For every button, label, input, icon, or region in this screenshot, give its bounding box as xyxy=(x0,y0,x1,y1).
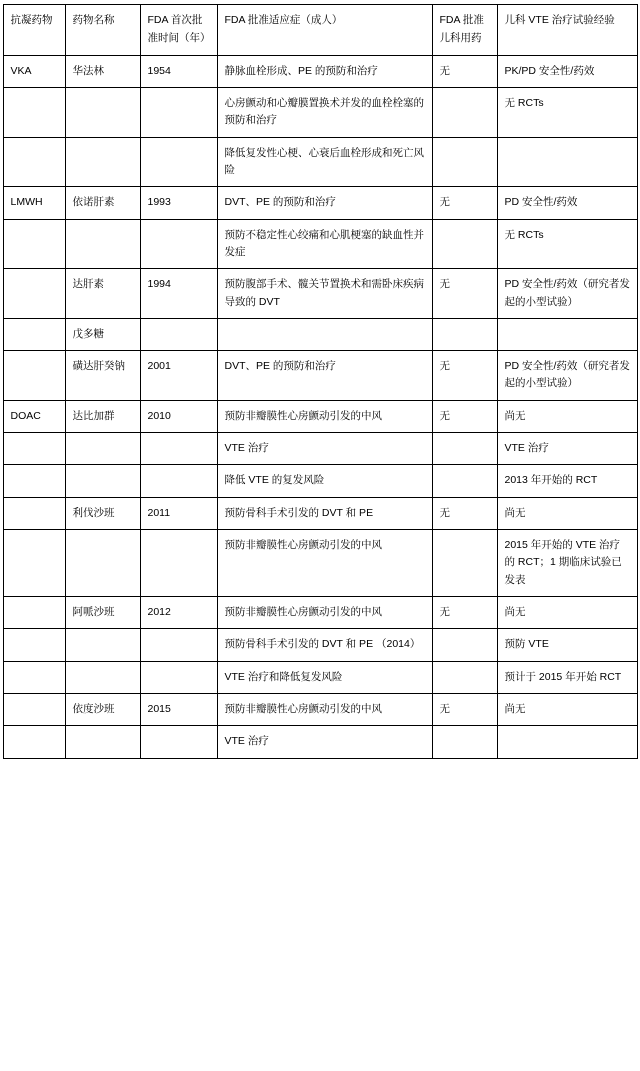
cell-drug-name xyxy=(65,219,140,269)
cell-vte-experience: 2015 年开始的 VTE 治疗的 RCT；1 期临床试验已发表 xyxy=(497,530,637,597)
table-row xyxy=(3,433,637,465)
cell-pediatric xyxy=(432,726,497,758)
cell-vte-experience: 尚无 xyxy=(497,596,637,628)
cell-approval-year: 2011 xyxy=(140,497,217,529)
cell-drug-name xyxy=(65,433,140,465)
table-row xyxy=(3,726,637,758)
cell-indication: 降低复发性心梗、心衰后血栓形成和死亡风险 xyxy=(217,137,432,187)
anticoagulant-drug-table xyxy=(3,4,638,759)
cell-vte-experience: 无 RCTs xyxy=(497,88,637,138)
cell-indication: 心房颤动和心瓣膜置换术并发的血栓栓塞的预防和治疗 xyxy=(217,88,432,138)
cell-vte-experience: 预计于 2015 年开始 RCT xyxy=(497,661,637,693)
cell-indication: 预防腹部手术、髋关节置换术和需卧床疾病导致的 DVT xyxy=(217,269,432,319)
cell-pediatric xyxy=(432,433,497,465)
cell-vte-experience: PK/PD 安全性/药效 xyxy=(497,55,637,87)
cell-drug-class xyxy=(3,88,65,138)
cell-approval-year xyxy=(140,465,217,497)
cell-approval-year: 1993 xyxy=(140,187,217,219)
cell-approval-year xyxy=(140,88,217,138)
table-row xyxy=(3,497,637,529)
column-header-drug-class: 抗凝药物 xyxy=(3,5,65,56)
cell-drug-class xyxy=(3,318,65,350)
column-header-fda-indication-adult: FDA 批准适应症（成人） xyxy=(217,5,432,56)
cell-vte-experience: VTE 治疗 xyxy=(497,433,637,465)
cell-drug-class xyxy=(3,433,65,465)
cell-pediatric xyxy=(432,88,497,138)
cell-drug-name: 依诺肝素 xyxy=(65,187,140,219)
cell-drug-class xyxy=(3,351,65,401)
cell-indication xyxy=(217,318,432,350)
table-body xyxy=(3,55,637,758)
cell-indication: 静脉血栓形成、PE 的预防和治疗 xyxy=(217,55,432,87)
cell-approval-year xyxy=(140,433,217,465)
cell-approval-year xyxy=(140,530,217,597)
cell-indication: 预防不稳定性心绞痛和心肌梗塞的缺血性并发症 xyxy=(217,219,432,269)
cell-approval-year: 1994 xyxy=(140,269,217,319)
cell-vte-experience: 尚无 xyxy=(497,400,637,432)
cell-pediatric: 无 xyxy=(432,596,497,628)
table-row xyxy=(3,88,637,138)
cell-vte-experience: PD 安全性/药效（研究者发起的小型试验） xyxy=(497,351,637,401)
cell-drug-name xyxy=(65,661,140,693)
table-row xyxy=(3,137,637,187)
cell-drug-class xyxy=(3,497,65,529)
cell-pediatric xyxy=(432,318,497,350)
cell-indication: VTE 治疗 xyxy=(217,433,432,465)
table-row xyxy=(3,351,637,401)
cell-vte-experience xyxy=(497,726,637,758)
table-row xyxy=(3,465,637,497)
cell-pediatric: 无 xyxy=(432,497,497,529)
cell-indication: 预防非瓣膜性心房颤动引发的中风 xyxy=(217,693,432,725)
cell-approval-year xyxy=(140,219,217,269)
cell-drug-name: 达比加群 xyxy=(65,400,140,432)
cell-drug-name xyxy=(65,88,140,138)
column-header-fda-approval-year: FDA 首次批准时间（年） xyxy=(140,5,217,56)
cell-drug-class xyxy=(3,726,65,758)
cell-drug-name: 阿哌沙班 xyxy=(65,596,140,628)
cell-indication: 预防非瓣膜性心房颤动引发的中风 xyxy=(217,530,432,597)
cell-vte-experience: 无 RCTs xyxy=(497,219,637,269)
cell-drug-class xyxy=(3,530,65,597)
table-row xyxy=(3,269,637,319)
cell-vte-experience: PD 安全性/药效（研究者发起的小型试验） xyxy=(497,269,637,319)
cell-pediatric: 无 xyxy=(432,187,497,219)
column-header-drug-name: 药物名称 xyxy=(65,5,140,56)
column-header-fda-pediatric-approval: FDA 批准儿科用药 xyxy=(432,5,497,56)
cell-pediatric xyxy=(432,530,497,597)
cell-drug-class xyxy=(3,629,65,661)
cell-indication: 降低 VTE 的复发风险 xyxy=(217,465,432,497)
cell-pediatric xyxy=(432,629,497,661)
column-header-pediatric-vte-trials: 儿科 VTE 治疗试验经验 xyxy=(497,5,637,56)
cell-pediatric xyxy=(432,137,497,187)
cell-vte-experience xyxy=(497,318,637,350)
table-row xyxy=(3,318,637,350)
cell-drug-name xyxy=(65,629,140,661)
cell-approval-year xyxy=(140,661,217,693)
cell-indication: VTE 治疗 xyxy=(217,726,432,758)
cell-indication: 预防非瓣膜性心房颤动引发的中风 xyxy=(217,596,432,628)
cell-drug-name: 华法林 xyxy=(65,55,140,87)
cell-vte-experience: 尚无 xyxy=(497,693,637,725)
cell-drug-class xyxy=(3,219,65,269)
cell-drug-class: DOAC xyxy=(3,400,65,432)
cell-drug-class xyxy=(3,596,65,628)
cell-indication: 预防骨科手术引发的 DVT 和 PE （2014） xyxy=(217,629,432,661)
table-row xyxy=(3,187,637,219)
cell-drug-name xyxy=(65,530,140,597)
table-header-row xyxy=(3,5,637,56)
cell-vte-experience: 预防 VTE xyxy=(497,629,637,661)
table-header xyxy=(3,5,637,56)
table-row xyxy=(3,530,637,597)
cell-drug-class xyxy=(3,693,65,725)
table-row xyxy=(3,661,637,693)
table-row xyxy=(3,693,637,725)
cell-drug-name: 戊多糖 xyxy=(65,318,140,350)
cell-approval-year xyxy=(140,726,217,758)
cell-pediatric: 无 xyxy=(432,269,497,319)
table-row xyxy=(3,400,637,432)
cell-drug-name xyxy=(65,137,140,187)
cell-drug-class xyxy=(3,661,65,693)
cell-drug-class xyxy=(3,137,65,187)
cell-indication: 预防非瓣膜性心房颤动引发的中风 xyxy=(217,400,432,432)
cell-approval-year xyxy=(140,629,217,661)
cell-drug-class xyxy=(3,269,65,319)
cell-vte-experience: 2013 年开始的 RCT xyxy=(497,465,637,497)
cell-pediatric: 无 xyxy=(432,351,497,401)
cell-drug-name xyxy=(65,726,140,758)
cell-drug-class: LMWH xyxy=(3,187,65,219)
cell-indication: 预防骨科手术引发的 DVT 和 PE xyxy=(217,497,432,529)
cell-drug-name: 磺达肝癸钠 xyxy=(65,351,140,401)
cell-approval-year: 2015 xyxy=(140,693,217,725)
cell-drug-name: 达肝素 xyxy=(65,269,140,319)
cell-approval-year: 2012 xyxy=(140,596,217,628)
cell-indication: VTE 治疗和降低复发风险 xyxy=(217,661,432,693)
cell-vte-experience: 尚无 xyxy=(497,497,637,529)
table-row xyxy=(3,629,637,661)
cell-approval-year: 1954 xyxy=(140,55,217,87)
cell-pediatric: 无 xyxy=(432,400,497,432)
cell-vte-experience xyxy=(497,137,637,187)
cell-pediatric xyxy=(432,661,497,693)
cell-approval-year xyxy=(140,318,217,350)
cell-drug-class: VKA xyxy=(3,55,65,87)
cell-drug-name: 利伐沙班 xyxy=(65,497,140,529)
cell-approval-year: 2001 xyxy=(140,351,217,401)
cell-pediatric xyxy=(432,219,497,269)
cell-indication: DVT、PE 的预防和治疗 xyxy=(217,187,432,219)
cell-pediatric: 无 xyxy=(432,693,497,725)
cell-drug-class xyxy=(3,465,65,497)
table-row xyxy=(3,219,637,269)
cell-vte-experience: PD 安全性/药效 xyxy=(497,187,637,219)
cell-approval-year: 2010 xyxy=(140,400,217,432)
cell-indication: DVT、PE 的预防和治疗 xyxy=(217,351,432,401)
cell-approval-year xyxy=(140,137,217,187)
cell-drug-name xyxy=(65,465,140,497)
cell-pediatric: 无 xyxy=(432,55,497,87)
table-row xyxy=(3,55,637,87)
table-row xyxy=(3,596,637,628)
cell-drug-name: 依度沙班 xyxy=(65,693,140,725)
cell-pediatric xyxy=(432,465,497,497)
